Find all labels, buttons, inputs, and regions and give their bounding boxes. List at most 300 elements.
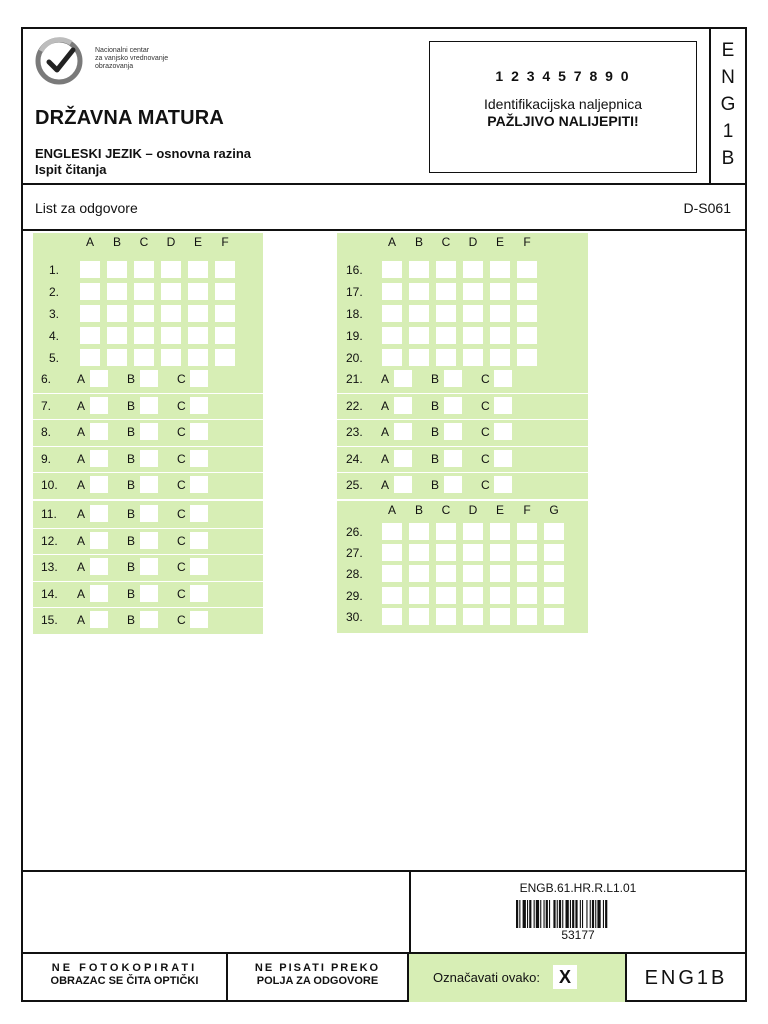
- org-line-3: obrazovanja: [95, 63, 134, 70]
- question-number: 21.: [346, 372, 363, 386]
- barcode-bar: [557, 900, 558, 928]
- option-letter: C: [177, 533, 186, 548]
- option-letter: A: [77, 425, 86, 440]
- barcode-bar: [553, 900, 555, 928]
- answer-box[interactable]: [190, 397, 208, 414]
- subject-title: ENGLESKI JEZIK – osnovna razina: [35, 146, 251, 161]
- code-letter: E: [721, 40, 735, 61]
- column-letter: D: [468, 235, 478, 249]
- answer-box[interactable]: [90, 397, 108, 414]
- answer-box[interactable]: [161, 349, 181, 366]
- barcode-reference: ENGB.61.HR.R.L1.01: [519, 881, 637, 895]
- option-letter: A: [77, 372, 86, 386]
- row-divider: [33, 607, 263, 608]
- barcode-bar: [534, 900, 535, 928]
- column-letter: A: [85, 235, 94, 249]
- answer-box[interactable]: [90, 370, 108, 387]
- answer-box[interactable]: [80, 349, 100, 366]
- barcode-bar: [562, 900, 563, 928]
- answer-box[interactable]: [161, 305, 181, 322]
- answer-box[interactable]: [517, 523, 537, 540]
- answer-box[interactable]: [188, 283, 208, 300]
- answer-box[interactable]: [494, 370, 512, 387]
- no-photocopy-notice: [23, 954, 228, 1002]
- option-letter: B: [431, 478, 440, 493]
- answer-box[interactable]: [382, 544, 402, 561]
- id-sticker-box[interactable]: [429, 41, 697, 173]
- column-letter: B: [414, 235, 423, 249]
- marking-label: Označavati ovako:: [433, 970, 540, 985]
- question-number: 2.: [49, 285, 60, 299]
- barcode-bar: [529, 900, 531, 928]
- answer-sheet: [21, 27, 747, 1002]
- answer-box[interactable]: [80, 261, 100, 278]
- row-divider: [33, 419, 263, 420]
- answer-box[interactable]: [394, 370, 412, 387]
- answer-box[interactable]: [436, 523, 456, 540]
- marking-example: [409, 954, 627, 1002]
- row-divider: [337, 472, 588, 473]
- answer-box[interactable]: [490, 283, 510, 300]
- option-letter: C: [177, 586, 186, 601]
- option-letter: A: [381, 372, 390, 386]
- answer-box[interactable]: [90, 450, 108, 467]
- answer-box[interactable]: [107, 305, 127, 322]
- answer-box[interactable]: [490, 261, 510, 278]
- exam-title: Ispit čitanja: [35, 162, 107, 177]
- barcode-icon: [516, 900, 640, 928]
- answer-box[interactable]: [215, 327, 235, 344]
- row-divider: [337, 393, 588, 394]
- answer-box[interactable]: [394, 397, 412, 414]
- sticker-warning: PAŽLJIVO NALIJEPITI!: [487, 113, 639, 129]
- answer-box[interactable]: [494, 397, 512, 414]
- question-number: 17.: [346, 285, 363, 299]
- answer-box[interactable]: [517, 349, 537, 366]
- answer-box[interactable]: [188, 305, 208, 322]
- answer-grid-block: [337, 233, 588, 375]
- answer-box[interactable]: [190, 370, 208, 387]
- answer-box[interactable]: [382, 565, 402, 582]
- option-letter: B: [127, 372, 136, 386]
- answer-box[interactable]: [436, 565, 456, 582]
- answer-box[interactable]: [409, 327, 429, 344]
- option-letter: B: [127, 478, 136, 493]
- option-letter: B: [127, 398, 136, 413]
- option-letter: C: [481, 398, 490, 413]
- column-letter: F: [523, 503, 531, 517]
- answer-box[interactable]: [190, 611, 208, 628]
- answer-box[interactable]: [436, 544, 456, 561]
- notice-line: POLJA ZA ODGOVORE: [256, 975, 379, 987]
- barcode-box: [409, 872, 745, 952]
- answer-box[interactable]: [436, 283, 456, 300]
- answer-box[interactable]: [134, 327, 154, 344]
- form-code: D-S061: [683, 200, 731, 216]
- answer-box[interactable]: [140, 370, 158, 387]
- answer-box[interactable]: [140, 397, 158, 414]
- answer-box[interactable]: [140, 611, 158, 628]
- answer-box[interactable]: [80, 327, 100, 344]
- answer-box[interactable]: [409, 523, 429, 540]
- answer-box[interactable]: [90, 611, 108, 628]
- barcode-bar: [523, 900, 526, 928]
- code-letter: N: [721, 67, 735, 88]
- subheader: [23, 185, 745, 231]
- answer-box[interactable]: [90, 476, 108, 493]
- notice-line: OBRAZAC SE ČITA OPTIČKI: [50, 975, 199, 987]
- answer-box[interactable]: [188, 327, 208, 344]
- answer-box[interactable]: [436, 261, 456, 278]
- answer-box[interactable]: [463, 283, 483, 300]
- row-divider: [33, 554, 263, 555]
- option-letter: C: [481, 451, 490, 466]
- abc-answer-block: [337, 366, 588, 499]
- answer-box[interactable]: [107, 327, 127, 344]
- checkmark-logo-icon: [35, 37, 83, 85]
- option-letter: B: [127, 507, 136, 521]
- answer-box[interactable]: [90, 423, 108, 440]
- answer-box[interactable]: [490, 565, 510, 582]
- answer-box[interactable]: [188, 261, 208, 278]
- answer-box[interactable]: [382, 261, 402, 278]
- answer-box[interactable]: [140, 423, 158, 440]
- answer-box[interactable]: [161, 283, 181, 300]
- answer-box[interactable]: [436, 349, 456, 366]
- barcode-bar: [527, 900, 528, 928]
- column-letter: E: [495, 235, 504, 249]
- answer-box[interactable]: [394, 450, 412, 467]
- question-number: 9.: [41, 451, 52, 466]
- sticker-number: 1 2 3 4 5 7 8 9 0: [495, 68, 631, 84]
- answer-box[interactable]: [140, 450, 158, 467]
- answer-box[interactable]: [382, 283, 402, 300]
- answer-box[interactable]: [382, 349, 402, 366]
- code-letter: G: [720, 94, 736, 115]
- answer-box[interactable]: [394, 476, 412, 493]
- question-number: 14.: [41, 586, 58, 601]
- answer-box[interactable]: [190, 505, 208, 522]
- sheet-title: List za odgovore: [35, 200, 138, 216]
- barcode-bar: [586, 900, 587, 928]
- barcode-bar: [605, 900, 607, 928]
- barcode-bar: [540, 900, 541, 928]
- answer-box[interactable]: [517, 587, 537, 604]
- answer-box[interactable]: [140, 505, 158, 522]
- column-letter: E: [193, 235, 202, 249]
- answer-box[interactable]: [140, 532, 158, 549]
- column-letter: A: [387, 235, 396, 249]
- answer-grid-block: [33, 233, 263, 375]
- option-letter: A: [381, 451, 390, 466]
- answer-box[interactable]: [494, 450, 512, 467]
- no-writing-notice: [228, 954, 409, 1002]
- answer-box[interactable]: [463, 327, 483, 344]
- barcode-bar: [544, 900, 545, 928]
- answer-box[interactable]: [140, 476, 158, 493]
- answer-box[interactable]: [444, 370, 462, 387]
- answer-box[interactable]: [188, 349, 208, 366]
- answer-box[interactable]: [463, 608, 483, 625]
- answer-box[interactable]: [134, 349, 154, 366]
- option-letter: C: [177, 478, 186, 493]
- option-letter: A: [381, 425, 390, 440]
- answer-box[interactable]: [190, 532, 208, 549]
- row-divider: [337, 419, 588, 420]
- answer-box[interactable]: [444, 397, 462, 414]
- option-letter: B: [431, 425, 440, 440]
- marking-symbol: X: [553, 965, 577, 989]
- answer-box[interactable]: [394, 423, 412, 440]
- answer-box[interactable]: [190, 476, 208, 493]
- option-letter: B: [431, 398, 440, 413]
- answer-box[interactable]: [140, 585, 158, 602]
- answer-box[interactable]: [161, 327, 181, 344]
- option-letter: A: [77, 398, 86, 413]
- option-letter: B: [127, 613, 136, 628]
- answer-grid-block: [337, 501, 588, 633]
- question-number: 13.: [41, 560, 58, 575]
- option-letter: C: [177, 425, 186, 440]
- answer-box[interactable]: [90, 532, 108, 549]
- barcode-number: 53177: [561, 928, 595, 942]
- answer-box[interactable]: [215, 305, 235, 322]
- page-title: DRŽAVNA MATURA: [35, 107, 225, 129]
- answer-box[interactable]: [90, 585, 108, 602]
- answer-box[interactable]: [517, 261, 537, 278]
- column-letter: F: [523, 235, 531, 249]
- barcode-bar: [570, 900, 571, 928]
- option-letter: C: [177, 398, 186, 413]
- header: [23, 29, 745, 185]
- question-number: 24.: [346, 451, 363, 466]
- answer-box[interactable]: [215, 283, 235, 300]
- barcode-bar: [580, 900, 581, 928]
- answer-box[interactable]: [134, 283, 154, 300]
- answer-box[interactable]: [517, 305, 537, 322]
- option-letter: A: [381, 398, 390, 413]
- column-letter: B: [414, 503, 423, 517]
- question-number: 11.: [41, 507, 57, 521]
- answer-box[interactable]: [463, 305, 483, 322]
- vertical-exam-code: [709, 29, 745, 185]
- option-letter: B: [431, 451, 440, 466]
- code-letter: B: [721, 148, 735, 169]
- option-letter: B: [431, 372, 440, 386]
- row-divider: [33, 472, 263, 473]
- answer-box[interactable]: [544, 544, 564, 561]
- answer-box[interactable]: [107, 261, 127, 278]
- org-line-2: za vanjsko vrednovanje: [95, 55, 169, 62]
- question-number: 30.: [346, 609, 363, 624]
- answer-box[interactable]: [544, 523, 564, 540]
- question-number: 5.: [49, 351, 60, 365]
- column-letter: D: [166, 235, 176, 249]
- answer-box[interactable]: [490, 305, 510, 322]
- answer-box[interactable]: [134, 261, 154, 278]
- exam-code: ENG1B: [644, 967, 728, 989]
- column-letter: C: [441, 503, 451, 517]
- answer-box[interactable]: [382, 608, 402, 625]
- answer-box[interactable]: [134, 305, 154, 322]
- option-letter: A: [77, 560, 86, 575]
- answer-box[interactable]: [409, 544, 429, 561]
- barcode-bar: [516, 900, 518, 928]
- answer-box[interactable]: [517, 327, 537, 344]
- answer-box[interactable]: [436, 608, 456, 625]
- answer-box[interactable]: [494, 423, 512, 440]
- question-number: 15.: [41, 613, 58, 628]
- answer-box[interactable]: [90, 558, 108, 575]
- organization-name: [95, 47, 168, 71]
- answer-box[interactable]: [190, 450, 208, 467]
- notice-line: NE PISATI PREKO: [254, 962, 381, 974]
- option-letter: B: [127, 586, 136, 601]
- column-letter: E: [495, 503, 504, 517]
- answer-box[interactable]: [161, 261, 181, 278]
- barcode-bar: [572, 900, 574, 928]
- answer-box[interactable]: [517, 283, 537, 300]
- question-number: 4.: [49, 329, 60, 343]
- abc-answer-block: [33, 501, 263, 634]
- code-letter: 1: [722, 121, 734, 142]
- question-number: 1.: [49, 263, 60, 277]
- barcode-bar: [546, 900, 548, 928]
- answer-box[interactable]: [409, 283, 429, 300]
- answer-box[interactable]: [409, 305, 429, 322]
- answer-box[interactable]: [517, 565, 537, 582]
- answer-box[interactable]: [107, 349, 127, 366]
- barcode-bar: [566, 900, 569, 928]
- question-number: 7.: [41, 398, 52, 413]
- row-divider: [337, 446, 588, 447]
- answer-box[interactable]: [463, 587, 483, 604]
- question-number: 6.: [41, 372, 52, 386]
- answer-box[interactable]: [490, 587, 510, 604]
- question-number: 25.: [346, 478, 363, 493]
- option-letter: C: [177, 507, 186, 521]
- answer-box[interactable]: [107, 283, 127, 300]
- answer-box[interactable]: [444, 423, 462, 440]
- answer-box[interactable]: [215, 349, 235, 366]
- option-letter: C: [481, 478, 490, 493]
- answer-box[interactable]: [190, 585, 208, 602]
- answer-box[interactable]: [517, 608, 537, 625]
- option-letter: C: [481, 372, 490, 386]
- answer-box[interactable]: [544, 608, 564, 625]
- option-letter: A: [77, 507, 86, 521]
- column-letter: C: [441, 235, 451, 249]
- answer-box[interactable]: [494, 476, 512, 493]
- answer-box[interactable]: [436, 305, 456, 322]
- answer-box[interactable]: [444, 450, 462, 467]
- answer-box[interactable]: [90, 505, 108, 522]
- answer-box[interactable]: [490, 349, 510, 366]
- option-letter: A: [77, 586, 86, 601]
- column-letter: F: [221, 235, 229, 249]
- question-number: 20.: [346, 351, 363, 365]
- barcode-bar: [559, 900, 561, 928]
- barcode-bar: [595, 900, 596, 928]
- option-letter: C: [177, 560, 186, 575]
- answer-box[interactable]: [409, 261, 429, 278]
- answer-box[interactable]: [490, 327, 510, 344]
- question-number: 10.: [41, 478, 58, 493]
- row-divider: [33, 581, 263, 582]
- option-letter: C: [177, 372, 186, 386]
- option-letter: B: [127, 451, 136, 466]
- answer-box[interactable]: [463, 523, 483, 540]
- option-letter: A: [381, 478, 390, 493]
- answer-box[interactable]: [490, 544, 510, 561]
- option-letter: A: [77, 613, 86, 628]
- answer-box[interactable]: [382, 305, 402, 322]
- question-number: 28.: [346, 567, 363, 582]
- barcode-bar: [519, 900, 520, 928]
- row-divider: [33, 393, 263, 394]
- answer-box[interactable]: [409, 608, 429, 625]
- barcode-bar: [575, 900, 577, 928]
- answer-box[interactable]: [436, 327, 456, 344]
- barcode-bar: [597, 900, 600, 928]
- option-letter: A: [77, 533, 86, 548]
- answer-box[interactable]: [490, 608, 510, 625]
- abc-answer-block: [33, 366, 263, 499]
- answer-box[interactable]: [80, 305, 100, 322]
- answer-box[interactable]: [517, 544, 537, 561]
- answer-box[interactable]: [409, 349, 429, 366]
- answer-box[interactable]: [80, 283, 100, 300]
- answer-box[interactable]: [382, 327, 402, 344]
- question-number: 16.: [346, 263, 363, 277]
- option-letter: A: [77, 451, 86, 466]
- column-letter: C: [139, 235, 149, 249]
- answer-box[interactable]: [463, 544, 483, 561]
- column-letter: B: [112, 235, 121, 249]
- column-letter: G: [549, 503, 559, 517]
- answer-box[interactable]: [382, 523, 402, 540]
- option-letter: C: [177, 451, 186, 466]
- answer-box[interactable]: [436, 587, 456, 604]
- answer-box[interactable]: [444, 476, 462, 493]
- question-number: 18.: [346, 307, 363, 321]
- answer-box[interactable]: [544, 565, 564, 582]
- barcode-bar: [536, 900, 539, 928]
- question-number: 26.: [346, 525, 363, 539]
- row-divider: [33, 446, 263, 447]
- question-number: 23.: [346, 425, 363, 440]
- answer-box[interactable]: [544, 587, 564, 604]
- option-letter: C: [481, 425, 490, 440]
- option-letter: B: [127, 533, 136, 548]
- answer-box[interactable]: [190, 558, 208, 575]
- answer-box[interactable]: [409, 587, 429, 604]
- answer-box[interactable]: [463, 565, 483, 582]
- answer-box[interactable]: [140, 558, 158, 575]
- answer-box[interactable]: [463, 261, 483, 278]
- answer-box[interactable]: [463, 349, 483, 366]
- question-number: 8.: [41, 425, 52, 440]
- barcode-bar: [603, 900, 604, 928]
- org-line-1: Nacionalni centar: [95, 47, 150, 54]
- question-number: 3.: [49, 307, 60, 321]
- answer-box[interactable]: [490, 523, 510, 540]
- answer-box[interactable]: [382, 587, 402, 604]
- answer-box[interactable]: [190, 423, 208, 440]
- answer-box[interactable]: [215, 261, 235, 278]
- footer: [23, 870, 745, 1000]
- answer-box[interactable]: [409, 565, 429, 582]
